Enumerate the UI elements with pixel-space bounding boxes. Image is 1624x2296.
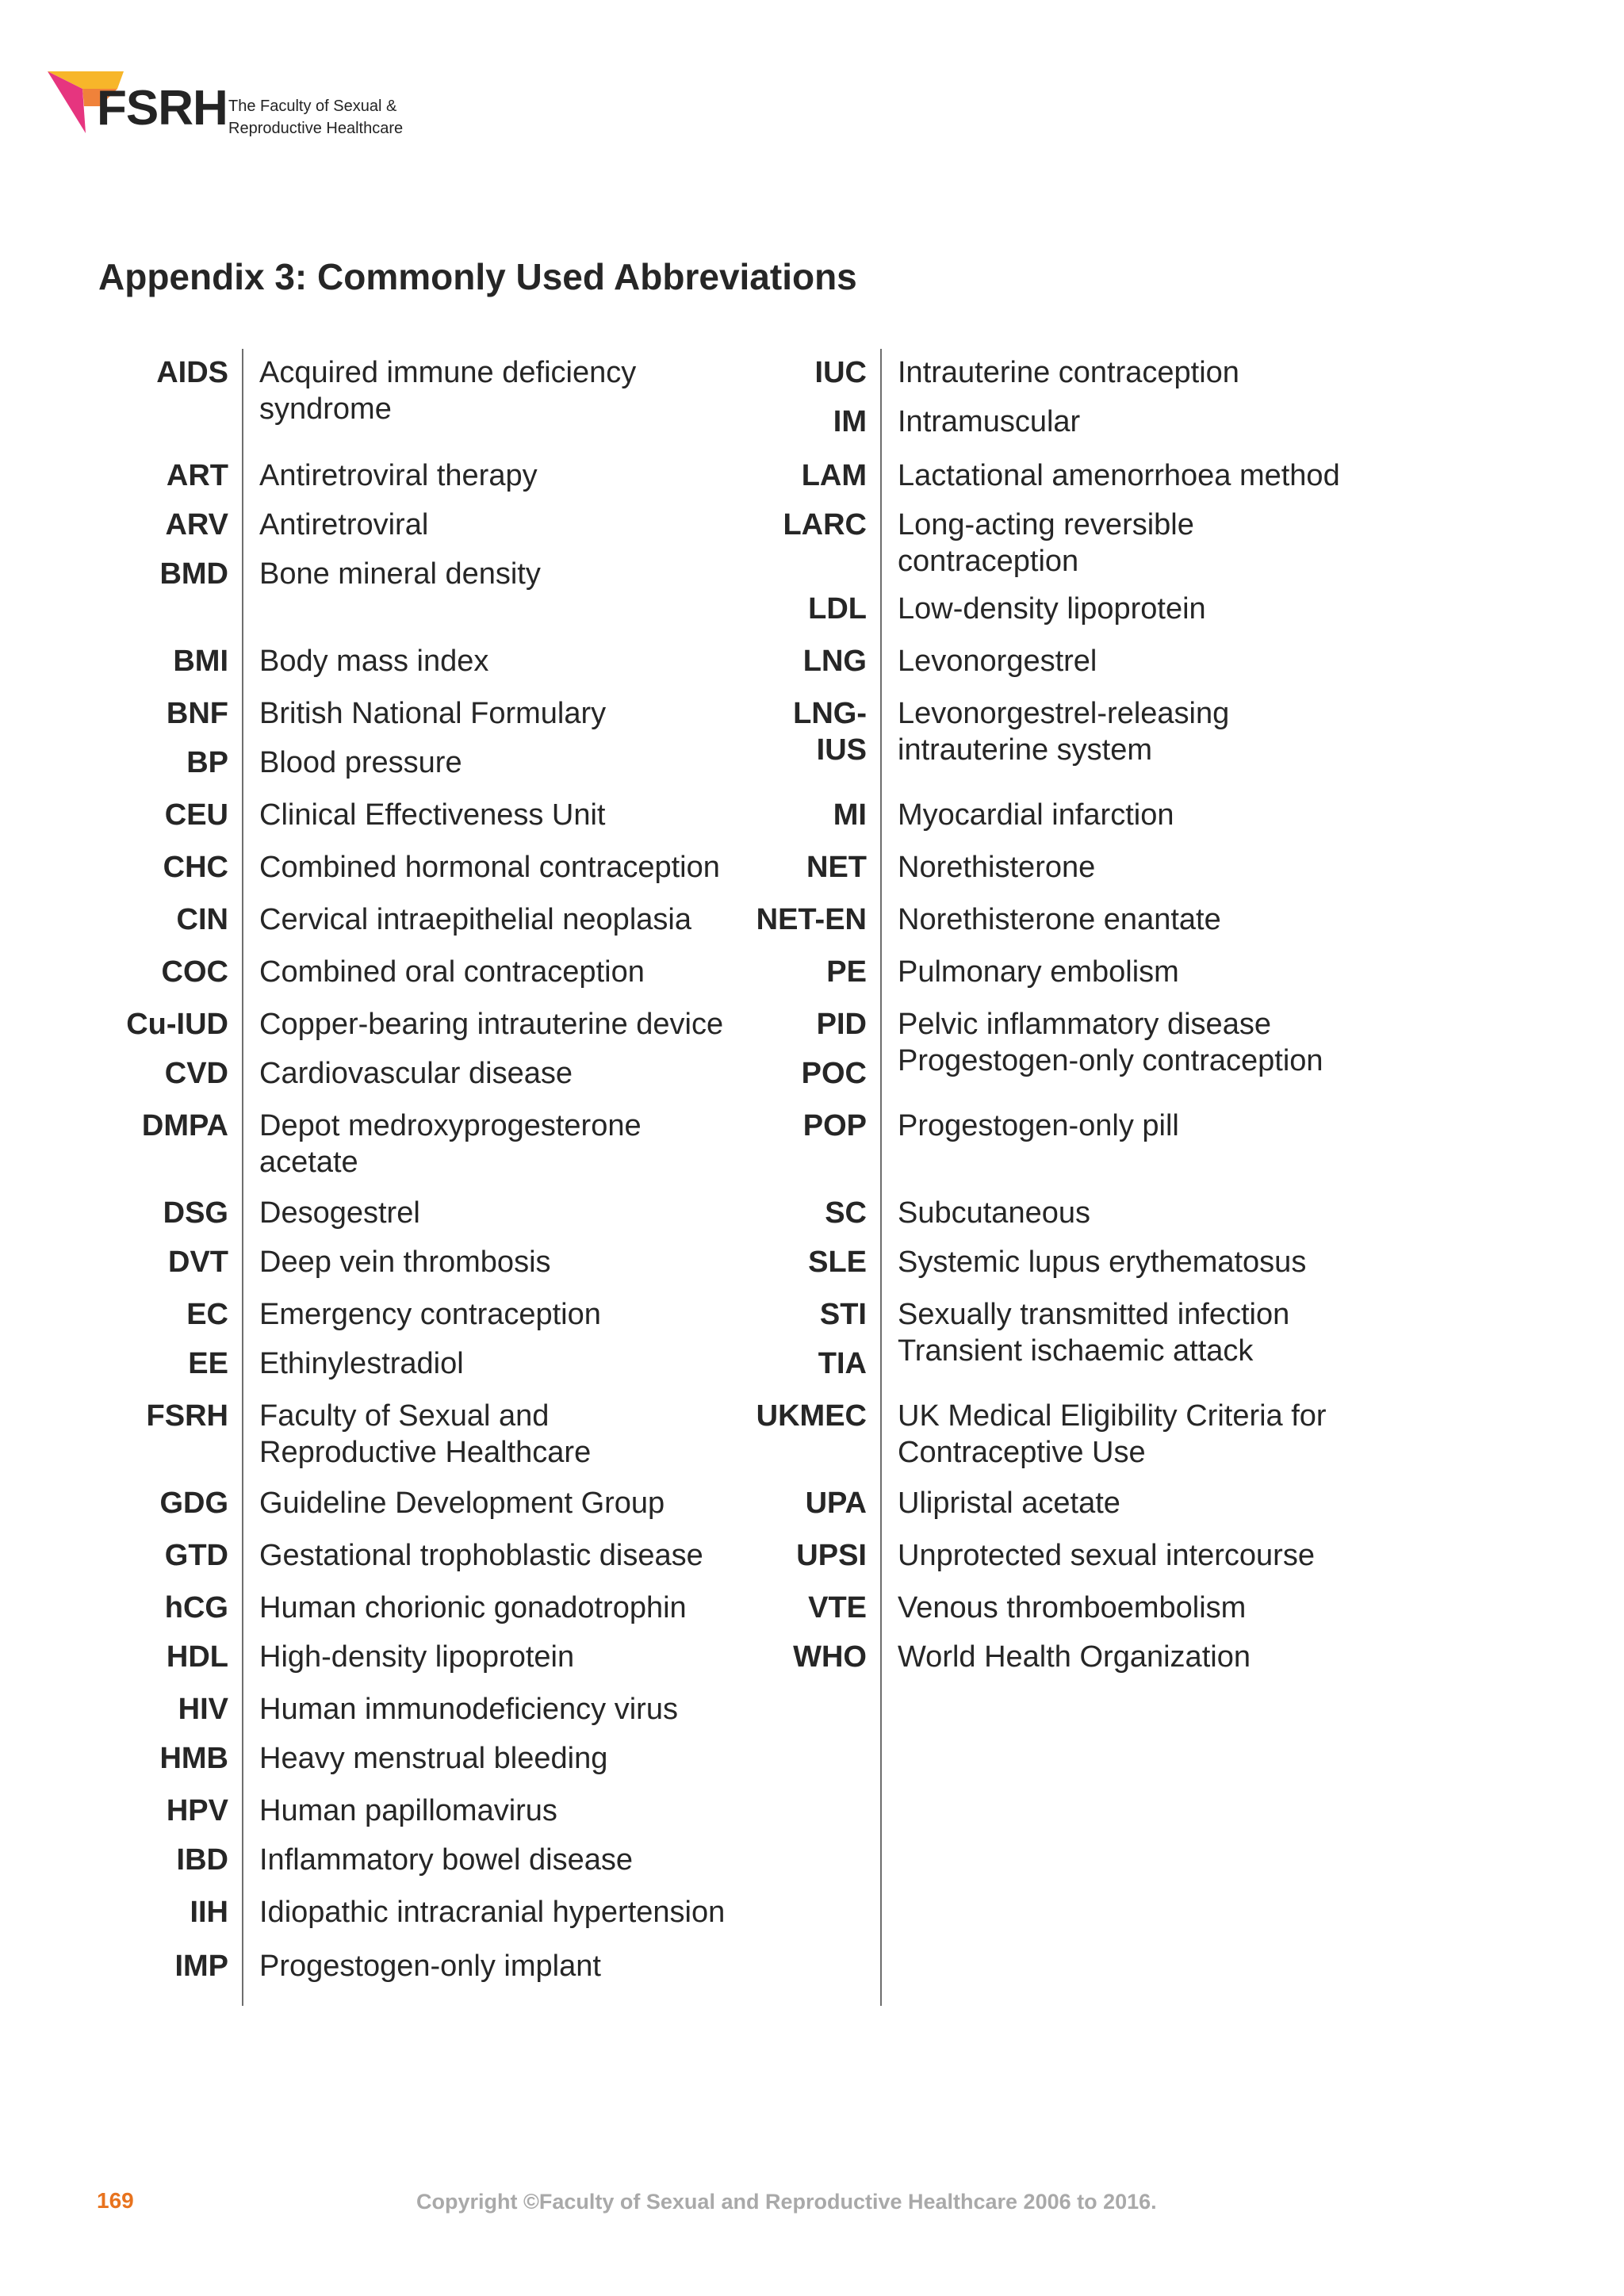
abbreviation-definition: Myocardial infarction — [898, 798, 1174, 832]
abbreviation-term: WHO — [793, 1640, 867, 1674]
abbreviation-term: LNG- IUS — [793, 697, 867, 767]
abbreviation-definition: Deep vein thrombosis — [259, 1246, 551, 1279]
abbreviation-definition: Antiretroviral therapy — [259, 459, 538, 492]
column-2-divider — [880, 349, 882, 2006]
abbreviation-term: LDL — [808, 592, 867, 626]
logo-line-1: The Faculty of Sexual & — [228, 98, 397, 115]
abbreviation-term: FSRH — [146, 1399, 228, 1433]
abbreviation-definition: Idiopathic intracranial hypertension — [259, 1896, 726, 1929]
abbreviation-definition: Norethisterone — [898, 851, 1096, 884]
abbreviation-definition: Norethisterone enantate — [898, 903, 1221, 936]
abbreviation-definition: Copper-bearing intrauterine device — [259, 1008, 724, 1041]
abbreviation-definition: acetate — [259, 1146, 358, 1179]
abbreviation-definition: Contraceptive Use — [898, 1436, 1146, 1469]
abbreviation-term: PE — [826, 955, 867, 989]
abbreviation-term: EE — [188, 1347, 228, 1380]
fsrh-logo — [48, 67, 460, 146]
abbreviation-term: CIN — [176, 903, 228, 936]
abbreviation-term: LARC — [783, 508, 867, 541]
abbreviation-definition: Systemic lupus erythematosus — [898, 1246, 1307, 1279]
abbreviation-definition: Intramuscular — [898, 405, 1081, 438]
abbreviation-term: LNG — [802, 645, 867, 678]
abbreviation-definition: Low-density lipoprotein — [898, 592, 1206, 626]
abbreviation-definition: Pelvic inflammatory disease — [898, 1008, 1271, 1041]
copyright-notice: Copyright ©Faculty of Sexual and Reproductive Healthcare 2006 to 2016. — [416, 2190, 1157, 2214]
abbreviation-term: IIH — [190, 1896, 228, 1929]
abbreviation-term: ART — [166, 459, 228, 492]
abbreviation-definition: Heavy menstrual bleeding — [259, 1742, 608, 1775]
abbreviation-definition: Acquired immune deficiency — [259, 356, 637, 389]
abbreviation-term: GDG — [159, 1487, 228, 1520]
abbreviation-definition: Intrauterine contraception — [898, 356, 1239, 389]
abbreviation-definition: Levonorgestrel — [898, 645, 1097, 678]
abbreviation-definition: Body mass index — [259, 645, 489, 678]
abbreviation-term: CEU — [164, 798, 228, 832]
abbreviation-term: POC — [801, 1057, 867, 1090]
abbreviation-definition: World Health Organization — [898, 1640, 1251, 1674]
abbreviation-definition: Guideline Development Group — [259, 1487, 665, 1520]
abbreviation-term: IUC — [814, 356, 867, 389]
abbreviation-definition: Emergency contraception — [259, 1298, 601, 1331]
abbreviation-definition: Human papillomavirus — [259, 1794, 557, 1827]
abbreviation-term: SC — [825, 1196, 867, 1230]
abbreviation-term: HDL — [166, 1640, 228, 1674]
abbreviation-term: NET-EN — [756, 903, 867, 936]
abbreviation-definition: Human immunodeficiency virus — [259, 1693, 678, 1726]
abbreviation-term: BMI — [173, 645, 228, 678]
abbreviation-term: AIDS — [156, 356, 228, 389]
abbreviation-term: UPA — [805, 1487, 867, 1520]
page-number: 169 — [97, 2188, 134, 2213]
abbreviation-definition: intrauterine system — [898, 733, 1153, 767]
abbreviation-definition: Subcutaneous — [898, 1196, 1090, 1230]
abbreviation-term: HPV — [166, 1794, 228, 1827]
abbreviation-term: CHC — [163, 851, 228, 884]
page-title: Appendix 3: Commonly Used Abbreviations — [98, 256, 857, 297]
abbreviation-definition: Bone mineral density — [259, 557, 541, 591]
abbreviation-term: HMB — [159, 1742, 228, 1775]
abbreviation-definition: Inflammatory bowel disease — [259, 1843, 633, 1877]
abbreviation-definition: Ethinylestradiol — [259, 1347, 464, 1380]
abbreviation-definition: Desogestrel — [259, 1196, 420, 1230]
abbreviation-definition: Unprotected sexual intercourse — [898, 1539, 1315, 1572]
abbreviation-term: BMD — [159, 557, 228, 591]
abbreviation-term: EC — [186, 1298, 228, 1331]
abbreviation-term: DSG — [163, 1196, 228, 1230]
abbreviation-term: POP — [802, 1109, 867, 1142]
abbreviation-definition: UK Medical Eligibility Criteria for — [898, 1399, 1327, 1433]
abbreviation-term: CVD — [164, 1057, 228, 1090]
abbreviation-term: IMP — [174, 1950, 228, 1983]
logo-full-name — [228, 95, 403, 140]
abbreviation-definition: Venous thromboembolism — [898, 1591, 1247, 1624]
abbreviation-term: SLE — [808, 1246, 867, 1279]
abbreviation-definition: Sexually transmitted infection — [898, 1298, 1290, 1331]
abbreviation-term: BNF — [166, 697, 228, 730]
abbreviation-term: VTE — [808, 1591, 867, 1624]
abbreviation-definition: syndrome — [259, 392, 392, 426]
abbreviation-term: IM — [833, 405, 867, 438]
abbreviation-term: IBD — [176, 1843, 228, 1877]
abbreviation-term: DVT — [168, 1246, 228, 1279]
abbreviation-term: UPSI — [796, 1539, 867, 1572]
column-1-divider — [242, 349, 243, 2006]
abbreviation-definition: Depot medroxyprogesterone — [259, 1109, 642, 1142]
abbreviation-term: COC — [161, 955, 228, 989]
abbreviation-definition: Levonorgestrel-releasing — [898, 697, 1230, 730]
abbreviation-term: GTD — [164, 1539, 228, 1572]
abbreviation-definition: Long-acting reversible — [898, 508, 1194, 541]
abbreviation-definition: Cervical intraepithelial neoplasia — [259, 903, 691, 936]
abbreviation-definition: British National Formulary — [259, 697, 607, 730]
abbreviation-term: STI — [819, 1298, 867, 1331]
abbreviation-definition: Lactational amenorrhoea method — [898, 459, 1340, 492]
abbreviation-definition: Gestational trophoblastic disease — [259, 1539, 703, 1572]
abbreviation-term: DMPA — [141, 1109, 228, 1142]
abbreviation-definition: Blood pressure — [259, 746, 462, 779]
logo-line-2: Reproductive Healthcare — [228, 120, 404, 137]
abbreviation-term: ARV — [165, 508, 228, 541]
abbreviation-definition: Antiretroviral — [259, 508, 429, 541]
abbreviation-definition: Clinical Effectiveness Unit — [259, 798, 606, 832]
abbreviation-term: MI — [833, 798, 867, 832]
abbreviation-term: hCG — [164, 1591, 228, 1624]
abbreviation-definition: Reproductive Healthcare — [259, 1436, 592, 1469]
abbreviation-definition: contraception — [898, 545, 1079, 578]
abbreviation-term: NET — [806, 851, 867, 884]
abbreviation-term: UKMEC — [756, 1399, 867, 1433]
abbreviation-definition: High-density lipoprotein — [259, 1640, 575, 1674]
abbreviation-definition: Progestogen-only contraception — [898, 1044, 1323, 1077]
abbreviation-definition: Combined hormonal contraception — [259, 851, 720, 884]
abbreviation-term: HIV — [178, 1693, 228, 1726]
abbreviation-definition: Progestogen-only pill — [898, 1109, 1179, 1142]
abbreviation-term: LAM — [801, 459, 867, 492]
abbreviation-term: Cu-IUD — [126, 1008, 228, 1041]
abbreviation-definition: Transient ischaemic attack — [898, 1334, 1254, 1368]
logo-acronym: FSRH — [97, 81, 228, 136]
abbreviation-definition: Progestogen-only implant — [259, 1950, 601, 1983]
abbreviation-definition: Faculty of Sexual and — [259, 1399, 550, 1433]
abbreviation-term: PID — [816, 1008, 867, 1041]
abbreviation-definition: Pulmonary embolism — [898, 955, 1179, 989]
abbreviation-definition: Cardiovascular disease — [259, 1057, 573, 1090]
abbreviation-term: TIA — [818, 1347, 867, 1380]
abbreviation-term: BP — [186, 746, 228, 779]
abbreviation-definition: Ulipristal acetate — [898, 1487, 1120, 1520]
abbreviation-definition: Human chorionic gonadotrophin — [259, 1591, 687, 1624]
abbreviation-definition: Combined oral contraception — [259, 955, 645, 989]
